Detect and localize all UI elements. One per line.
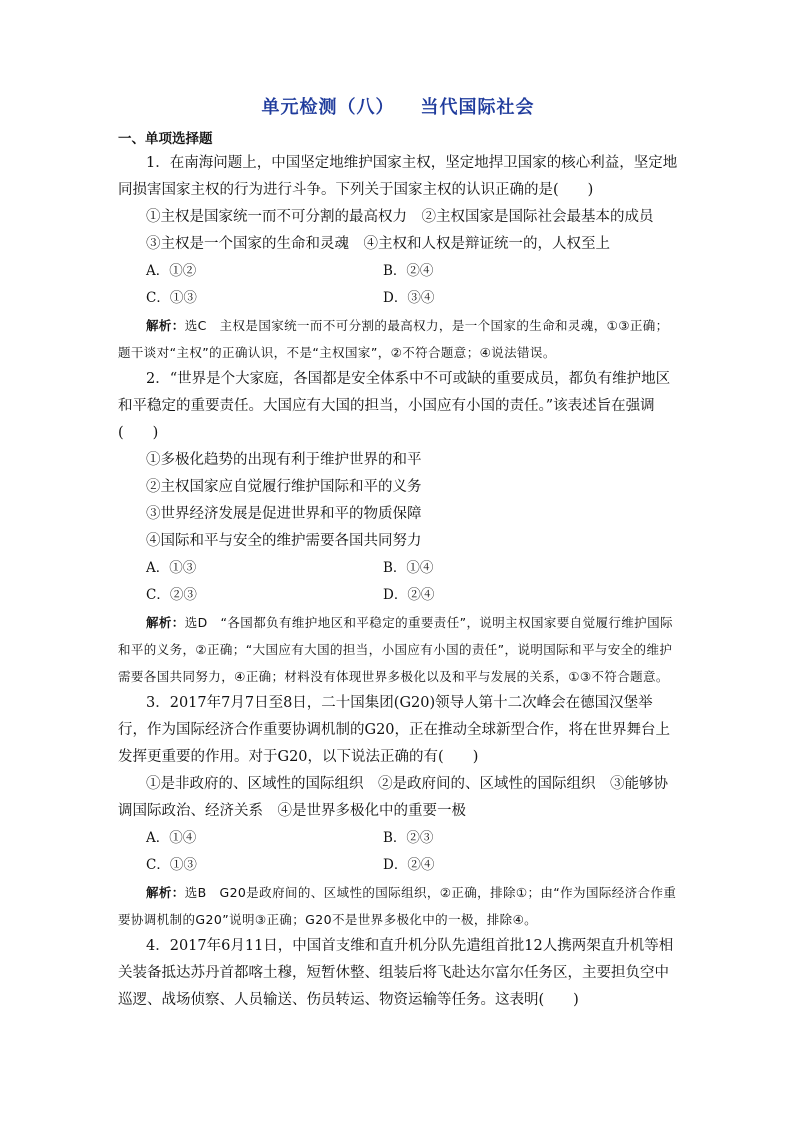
- question-option: ②主权国家应自觉履行维护国际和平的义务: [146, 479, 422, 495]
- choice-row: [118, 285, 678, 312]
- choice-d: D．②④: [383, 857, 435, 873]
- explanation-label: 解析：: [146, 318, 185, 333]
- choice-d: D．②④: [383, 587, 435, 603]
- explanation-text: 选B G20是政府间的、区域性的国际组织，②正确，排除①；由“作为国际经济合作重要协调机制的G20”说明③正确；G20不是世界多极化中的一极，排除④。: [118, 885, 677, 927]
- question-option: ①是非政府的、区域性的国际组织 ②是政府间的、区域性的国际组织 ③能够协调国际政治、经济关系 ④是世界多极化中的重要一极: [118, 776, 668, 819]
- choice-b: B．②③: [383, 830, 434, 846]
- explanation-text: 选C 主权是国家统一而不可分割的最高权力，是一个国家的生命和灵魂，①③正确；题干谈对“主权”的正确认识，不是“主权国家”，②不符合题意；④说法错误。: [118, 318, 669, 360]
- explanation-label: 解析：: [146, 885, 185, 900]
- question-stem: 2．“世界是个大家庭，各国都是安全体系中不可或缺的重要成员，都负有维护地区和平稳定的重要责任。大国应有大国的担当，小国应有小国的责任。”该表述旨在强调( ): [118, 371, 671, 441]
- question-option: ①多极化趋势的出现有利于维护世界的和平: [146, 452, 422, 468]
- explanation-text: 选D “各国都负有维护地区和平稳定的重要责任”，说明主权国家要自觉履行维护国际和平的义务，②正确；“大国应有大国的担当，小国应有小国的责任”，说明国际和平与安全的维护需要各国共同努力，④正确；材料没有体现世界多极化以及和平与发展的关系，①③不符合题意。: [118, 615, 673, 684]
- section-heading: 一、单项选择题: [118, 131, 213, 147]
- choice-a: A．①②: [146, 263, 197, 279]
- choice-c: C．②③: [146, 587, 197, 603]
- question-option: ①主权是国家统一而不可分割的最高权力 ②主权国家是国际社会最基本的成员: [146, 209, 654, 225]
- choice-c: C．①③: [146, 290, 197, 306]
- choice-c: C．①③: [146, 857, 197, 873]
- choice-row: [118, 852, 678, 879]
- title-right: 当代国际社会: [420, 97, 535, 118]
- explanation: [118, 879, 678, 933]
- choice-row: [118, 555, 678, 582]
- choice-a: A．①③: [146, 560, 197, 576]
- choice-row: [118, 258, 678, 285]
- question-stem: 1．在南海问题上，中国坚定地维护国家主权，坚定地捍卫国家的核心利益，坚定地同损害国家主权的行为进行斗争。下列关于国家主权的认识正确的是( ): [118, 155, 678, 198]
- choice-d: D．③④: [383, 290, 435, 306]
- title-left: 单元检测（八）: [261, 97, 395, 118]
- question-stem: 3．2017年7月7日至8日，二十国集团(G20)领导人第十二次峰会在德国汉堡举行，作为国际经济合作重要协调机制的G20，正在推动全球新型合作，将在世界舞台上发挥更重要的作用。对于G20，以下说法正确的有( ): [118, 695, 671, 765]
- page-title: [118, 96, 678, 120]
- choice-b: B．①④: [383, 560, 434, 576]
- choice-row: [118, 825, 678, 852]
- question-stem: 4．2017年6月11日，中国首支维和直升机分队先遣组首批12人携两架直升机等相关装备抵达苏丹首都喀土穆，短暂休整、组装后将飞赴达尔富尔任务区，主要担负空中巡逻、战场侦察、人员输送、伤员转运、物资运输等任务。这表明( ): [118, 938, 674, 1008]
- choice-b: B．②④: [383, 263, 434, 279]
- choice-a: A．①④: [146, 830, 197, 846]
- choice-row: [118, 582, 678, 609]
- question-option: ④国际和平与安全的维护需要各国共同努力: [146, 533, 422, 549]
- explanation: [118, 609, 678, 690]
- question-option: ③主权是一个国家的生命和灵魂 ④主权和人权是辩证统一的，人权至上: [146, 236, 610, 252]
- document-page: [118, 96, 678, 1014]
- explanation-label: 解析：: [146, 615, 185, 630]
- question-option: ③世界经济发展是促进世界和平的物质保障: [146, 506, 422, 522]
- explanation: [118, 312, 678, 366]
